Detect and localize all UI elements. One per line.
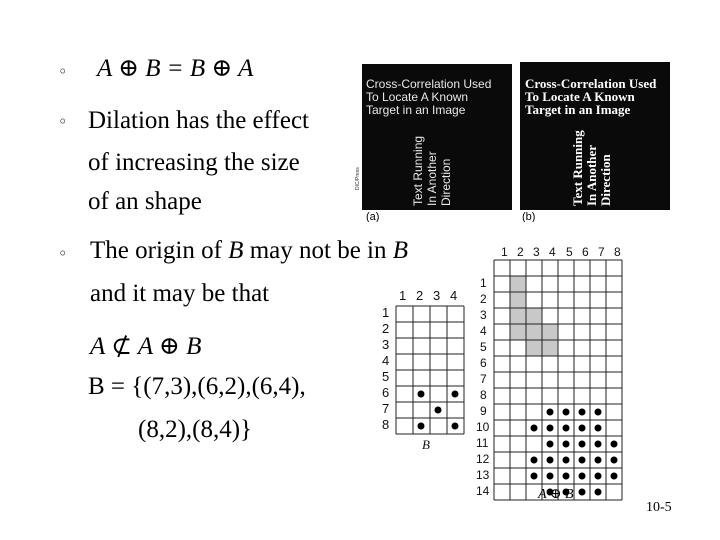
svg-text:6: 6 (382, 385, 390, 400)
set-b-formula-cont: (8,2),(8,4)} (138, 416, 253, 443)
svg-text:8: 8 (382, 417, 390, 432)
svg-text:3: 3 (382, 337, 390, 352)
svg-text:3: 3 (480, 308, 487, 322)
svg-text:12: 12 (476, 452, 490, 466)
bullet-marker: ◦ (58, 244, 68, 263)
bullet-text: The origin of B may not be in B (90, 237, 409, 264)
svg-text:4: 4 (382, 353, 390, 368)
svg-text:2: 2 (480, 292, 487, 306)
svg-text:2: 2 (517, 245, 524, 259)
svg-text:4: 4 (549, 245, 556, 259)
bullet-text: of an shape (88, 188, 202, 215)
svg-text:13: 13 (476, 468, 490, 482)
svg-text:1: 1 (399, 288, 407, 303)
svg-text:7: 7 (598, 245, 605, 259)
svg-text:2: 2 (382, 321, 390, 336)
svg-text:7: 7 (382, 401, 390, 416)
svg-text:5: 5 (480, 340, 487, 354)
bullet-text: and it may be that (90, 280, 270, 307)
svg-text:4: 4 (480, 324, 487, 338)
bullet-marker: ◦ (58, 62, 68, 81)
svg-text:9: 9 (480, 404, 487, 418)
svg-text:5: 5 (382, 369, 390, 384)
not-subset-formula: A ⊄ A ⊕ B (90, 333, 202, 360)
ab-grid-label: A ⊕ B (538, 487, 574, 502)
svg-text:1: 1 (501, 245, 508, 259)
panel-a-label: (a) (366, 211, 380, 222)
svg-text:10: 10 (476, 420, 490, 434)
figure-panel-b (520, 62, 670, 222)
bullet-text: Dilation has the effect (88, 107, 309, 134)
slide-number: 10-5 (646, 500, 672, 515)
figure-panel-a (362, 64, 512, 222)
bullet-marker: ◦ (58, 112, 68, 131)
svg-text:7: 7 (480, 372, 487, 386)
set-b-formula: B = {(7,3),(6,2),(6,4), (88, 373, 306, 400)
panel-a-caption: Cross-Correlation Used To Locate A Known Target in an Image (366, 77, 492, 117)
svg-text:6: 6 (480, 356, 487, 370)
svg-text:8: 8 (614, 245, 621, 259)
svg-text:5: 5 (566, 245, 573, 259)
svg-text:3: 3 (433, 288, 441, 303)
svg-text:6: 6 (582, 245, 589, 259)
svg-text:1: 1 (480, 276, 487, 290)
svg-text:1: 1 (382, 305, 390, 320)
bullet-text: of increasing the size (88, 149, 300, 176)
panel-a-credit: DIC/Press (355, 167, 361, 190)
svg-text:8: 8 (480, 388, 487, 402)
svg-text:14: 14 (476, 484, 490, 498)
dilation-result-grid (474, 242, 636, 504)
b-grid-label: B (422, 437, 430, 452)
svg-text:11: 11 (476, 436, 489, 450)
structuring-element-grid (376, 286, 476, 456)
panel-b-label: (b) (522, 211, 536, 222)
panel-b-caption: Cross-Correlation Used To Locate A Known Target in an Image (525, 76, 657, 117)
svg-text:4: 4 (450, 288, 458, 303)
svg-text:2: 2 (416, 288, 424, 303)
panel-b-vertical-text: Text Running In Another Direction (570, 130, 613, 206)
svg-text:3: 3 (533, 245, 540, 259)
panel-a-vertical-text: Text Running In Another Direction (411, 135, 453, 206)
commutative-formula: A ⊕ B = B ⊕ A (97, 55, 254, 82)
